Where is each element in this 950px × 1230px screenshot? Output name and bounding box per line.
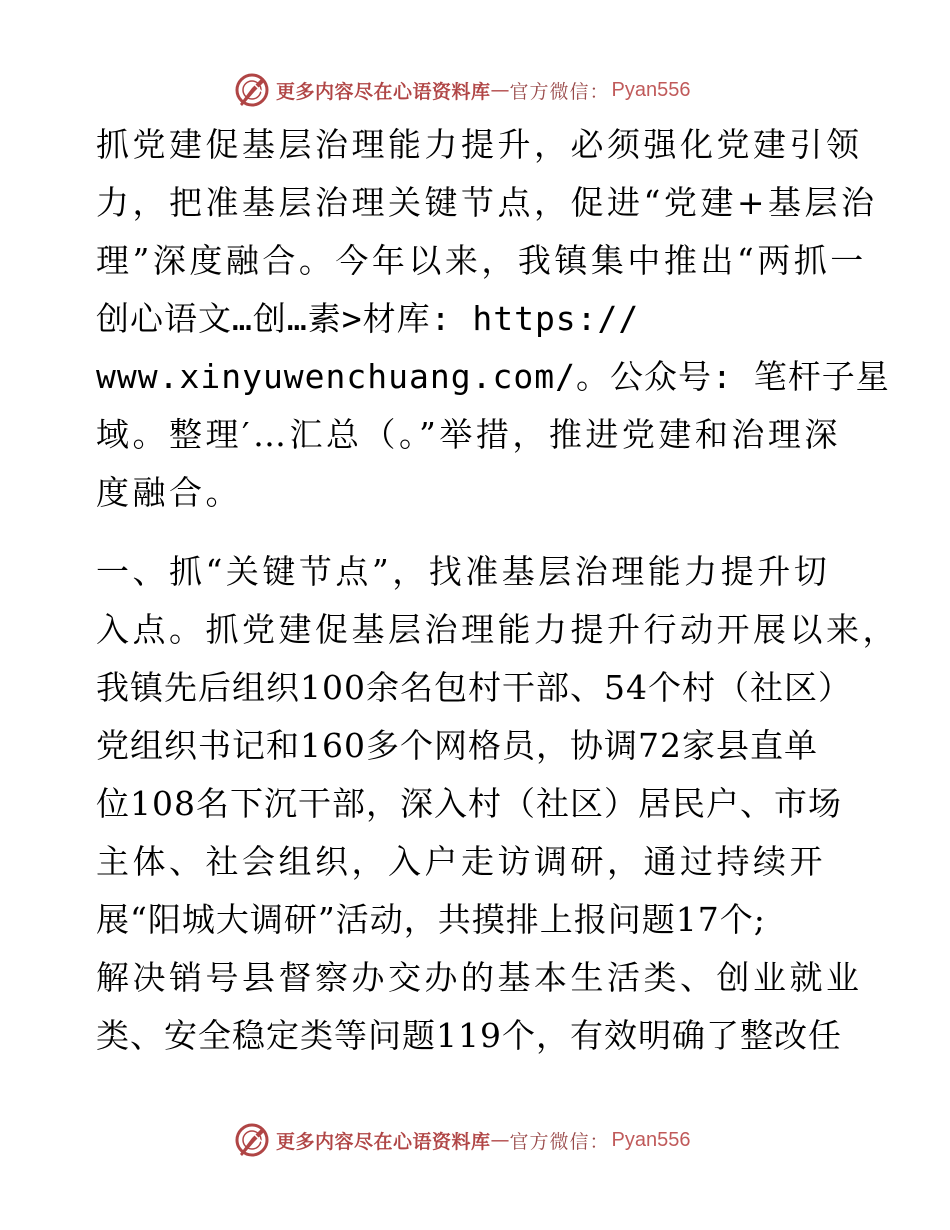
pen-nib-seal-icon [232, 1120, 272, 1160]
body-line: 解决销号县督察办交办的基本生活类、创业就业 [96, 958, 863, 997]
body-line: 一、抓“关键节点”，找准基层治理能力提升切 [96, 552, 831, 591]
body-line: 主体、社会组织，入户走访调研，通过持续开 [96, 842, 826, 881]
footer-watermark-banner [232, 1119, 691, 1161]
banner-subtitle: 官方微信： [509, 80, 610, 103]
banner-title: 更多内容尽在心语资料库 [276, 80, 491, 103]
body-line: www.xinyuwenchuang.com/。公众号: 笔杆子星 [96, 357, 890, 396]
body-line: 理”深度融合。今年以来，我镇集中推出“两抓一 [96, 241, 867, 280]
banner-dash: — [490, 1129, 510, 1151]
banner-title: 更多内容尽在心语资料库 [276, 1130, 491, 1153]
body-line: 类、安全稳定类等问题119个，有效明确了整改任 [96, 1016, 842, 1055]
body-line: 域。整理′…汇总（。”举措，推进党建和治理深 [96, 415, 841, 454]
body-line: 我镇先后组织100余名包村干部、54个村（社区） [96, 668, 852, 707]
body-line: 展“阳城大调研”活动，共摸排上报问题17个; [96, 900, 766, 939]
body-line: 力，把准基层治理关键节点，促进“党建+基层治 [96, 183, 878, 222]
banner-dash: — [490, 79, 510, 101]
banner-subtitle: 官方微信： [509, 1130, 610, 1153]
body-line: 位108名下沉干部，深入村（社区）居民户、市场 [96, 784, 842, 823]
banner-wechat-id: Pyan556 [611, 1128, 691, 1151]
banner-wechat-id: Pyan556 [611, 78, 691, 101]
body-line: 度融合。 [96, 473, 242, 512]
body-line: 入点。抓党建促基层治理能力提升行动开展以来， [96, 610, 899, 649]
body-line: 党组织书记和160多个网格员，协调72家县直单 [96, 726, 818, 765]
body-line: 抓党建促基层治理能力提升，必须强化党建引领 [96, 125, 863, 164]
body-line: 创心语文…创…素>材库: https:// [96, 299, 640, 338]
